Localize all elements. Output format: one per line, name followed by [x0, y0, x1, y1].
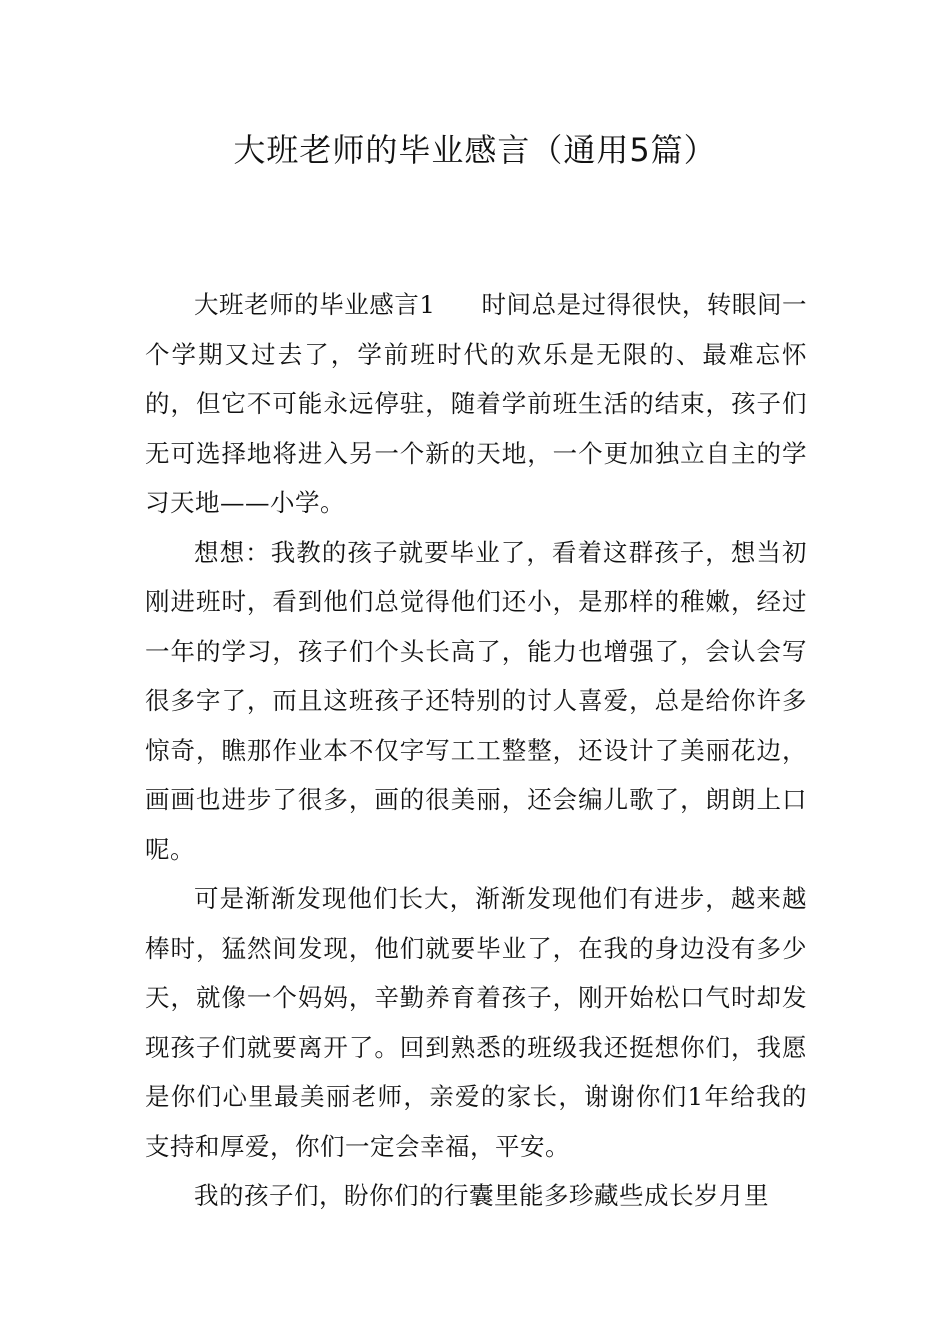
document-body — [145, 280, 807, 1221]
paragraph-1 — [145, 280, 807, 528]
section-heading: 大班老师的毕业感言1 — [194, 290, 436, 319]
document-title: 大班老师的毕业感言（通用5篇） — [233, 131, 717, 169]
paragraph-3: 可是渐渐发现他们长大，渐渐发现他们有进步，越来越棒时，猛然间发现，他们就要毕业了，在我的身边没有多少天，就像一个妈妈，辛勤养育着孩子，刚开始松口气时却发现孩子们就要离开了。回到熟悉的班级我还挺想你们，我愿是你们心里最美丽老师，亲爱的家长，谢谢你们1年给我的支持和厚爱，你们一定会幸福，平安。 — [145, 884, 807, 1161]
paragraph-2: 想想：我教的孩子就要毕业了，看着这群孩子，想当初刚进班时，看到他们总觉得他们还小，是那样的稚嫩，经过一年的学习，孩子们个头长高了，能力也增强了，会认会写很多字了，而且这班孩子还特别的讨人喜爱，总是给你许多惊奇，瞧那作业本不仅字写工工整整，还设计了美丽花边，画画也进步了很多，画的很美丽，还会编儿歌了，朗朗上口呢。 — [145, 537, 807, 864]
paragraph-text: 时间总是过得很快，转眼间一个学期又过去了，学前班时代的欢乐是无限的、最难忘怀的，但它不可能永远停驻，随着学前班生活的结束，孩子们无可选择地将进入另一个新的天地，一个更加独立自主的学习天地——小学。 — [145, 290, 808, 517]
paragraph-4: 我的孩子们，盼你们的行囊里能多珍藏些成长岁月里 — [194, 1181, 769, 1210]
